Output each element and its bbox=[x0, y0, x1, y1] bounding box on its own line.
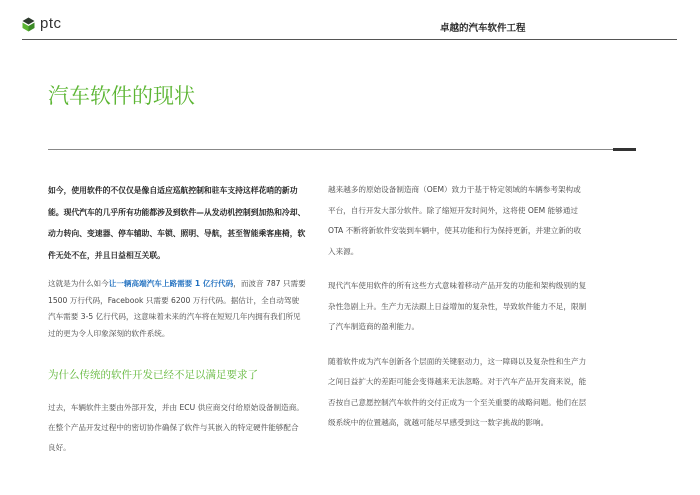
ptc-logo bbox=[22, 16, 62, 32]
strategy-paragraph: 随着软件成为汽车创新各个层面的关键驱动力，这一障碍以及复杂性和生产力之间日益扩大的差距可能会变得越来无法忽略。对于汽车产品开发商来说，能否按自己意愿控制汽车软件的交付正成为一个至关重要的战略问题。他们在层级系统中的位置越高，就越可能尽早感受到这一数字挑战的影响。 bbox=[328, 356, 587, 427]
legacy-paragraph: 过去，车辆软件主要由外部开发，并由 ECU 供应商交付给原始设备制造商。在整个产品开发过程中的密切协作确保了软件与其嵌入的特定硬件能够配合良好。 bbox=[48, 403, 304, 452]
right-column bbox=[328, 180, 588, 434]
code-lines-paragraph bbox=[48, 276, 306, 342]
logo-text: ptc bbox=[40, 15, 62, 32]
header-divider bbox=[22, 39, 677, 40]
lead-paragraph: 如今，使用软件的不仅仅是像自适应巡航控制和驻车支持这样花哨的新功能。现代汽车的几乎所有功能都涉及到软件—从发动机控制到加热和冷却、动力转向、变速器、停车辅助、车锁、照明、导航，甚至智能乘客座椅，软件无处不在，并且日益相互关联。 bbox=[48, 186, 306, 260]
title-divider bbox=[48, 149, 636, 150]
page-header bbox=[0, 0, 700, 40]
complexity-paragraph: 现代汽车使用软件的所有这些方式意味着移动产品开发的功能和架构级别的复杂性急剧上升。生产力无法跟上日益增加的复杂性，导致软件能力不足，限制了汽车制造商的盈利能力。 bbox=[328, 281, 587, 331]
section-subheading: 为什么传统的软件开发已经不足以满足要求了 bbox=[48, 369, 258, 381]
highlight-link[interactable]: 让一辆高端汽车上路需要 1 亿行代码 bbox=[108, 279, 234, 288]
p2-text-after: ，而波音 787 只需要 1500 万行代码，Facebook 只需要 6200 万行代码。据估计，全自动驾驶汽车需要 3-5 亿行代码，这意味着未来的汽车将在短短几年内拥有我们所见过的更为令人印象深刻的软件系统。 bbox=[48, 279, 306, 338]
left-column bbox=[48, 180, 306, 458]
oem-paragraph: 越来越多的原始设备制造商（OEM）致力于基于特定领域的车辆参考架构或平台，自行开发大部分软件。除了缩短开发时间外，这将使 OEM 能够通过 OTA 不断将新软件安装到车辆中，使其功能和行为保持更新，并建立新的收入来源。 bbox=[328, 185, 582, 256]
page-title: 汽车软件的现状 bbox=[48, 84, 195, 108]
header-title: 卓越的汽车软件工程 bbox=[440, 23, 526, 34]
p2-text-before: 这就是为什么如今 bbox=[48, 279, 109, 288]
title-divider-accent bbox=[613, 148, 636, 151]
ptc-logo-icon bbox=[22, 17, 35, 32]
